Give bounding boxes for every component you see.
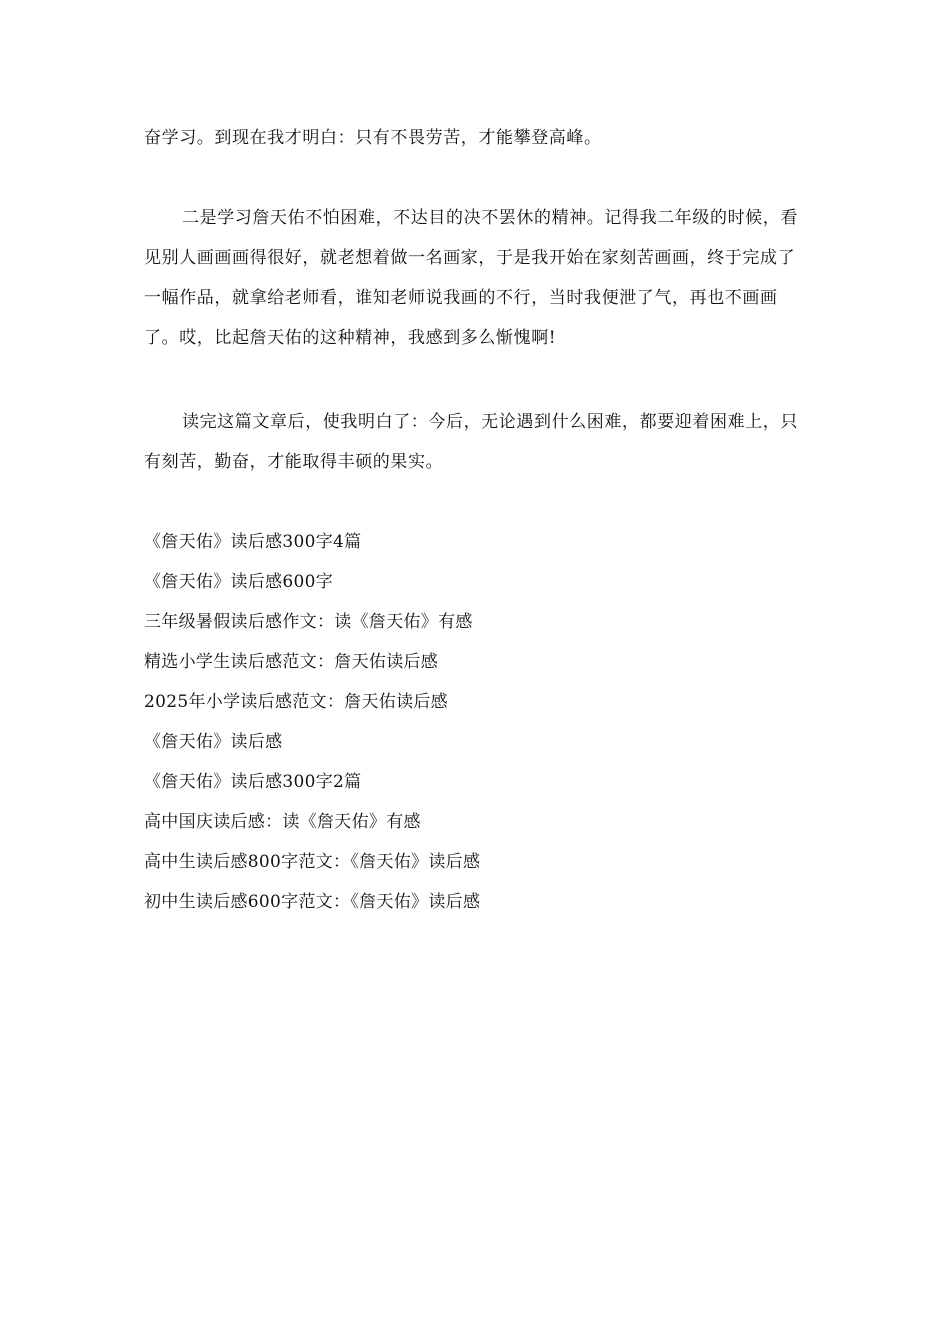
related-article-link[interactable]: 精选小学生读后感范文：詹天佑读后感 bbox=[144, 652, 439, 672]
related-article-link[interactable]: 高中生读后感800字范文：《詹天佑》读后感 bbox=[144, 852, 481, 872]
related-articles-list bbox=[144, 522, 808, 922]
related-article-link[interactable]: 初中生读后感600字范文：《詹天佑》读后感 bbox=[144, 892, 481, 912]
paragraph-continuation: 奋学习。到现在我才明白：只有不畏劳苦，才能攀登高峰。 bbox=[144, 128, 602, 148]
related-article-link[interactable]: 高中国庆读后感：读《詹天佑》有感 bbox=[144, 812, 421, 832]
paragraph-conclusion: 读完这篇文章后，使我明白了：今后，无论遇到什么困难，都要迎着困难上，只有刻苦，勤奋，才能取得丰硕的果实。 bbox=[144, 412, 798, 472]
related-article-link[interactable]: 《詹天佑》读后感300字4篇 bbox=[144, 532, 362, 552]
related-article-link[interactable]: 《詹天佑》读后感300字2篇 bbox=[144, 772, 362, 792]
related-article-link[interactable]: 《詹天佑》读后感600字 bbox=[144, 572, 334, 592]
related-article-link[interactable]: 三年级暑假读后感作文：读《詹天佑》有感 bbox=[144, 612, 473, 632]
paragraph-second-point: 二是学习詹天佑不怕困难，不达目的决不罢休的精神。记得我二年级的时候，看见别人画画画得很好，就老想着做一名画家，于是我开始在家刻苦画画，终于完成了一幅作品，就拿给老师看，谁知老师说我画的不行，当时我便泄了气，再也不画画了。哎，比起詹天佑的这种精神，我感到多么惭愧啊! bbox=[144, 208, 798, 348]
related-article-link[interactable]: 《詹天佑》读后感 bbox=[144, 732, 283, 752]
related-article-link[interactable]: 2025年小学读后感范文：詹天佑读后感 bbox=[144, 692, 448, 712]
